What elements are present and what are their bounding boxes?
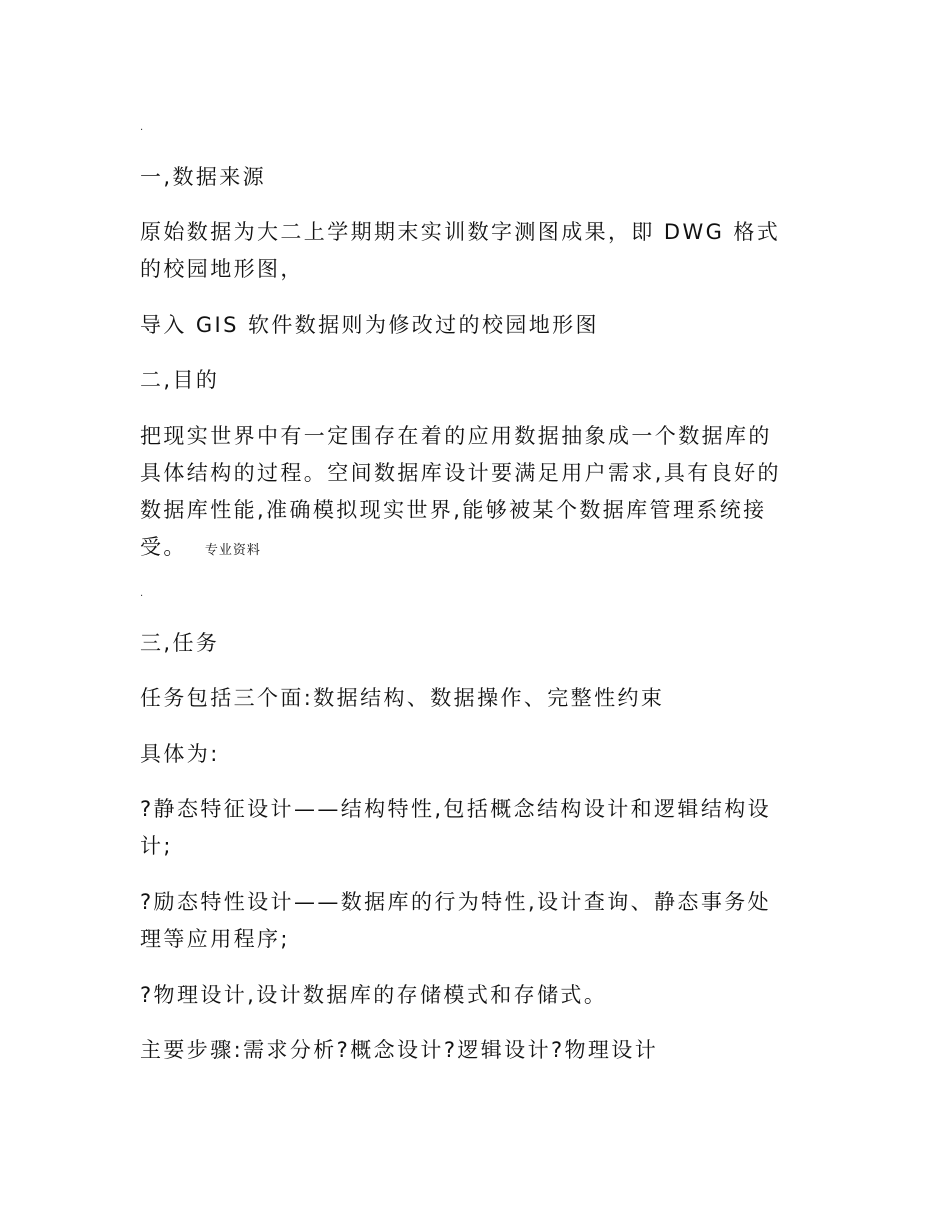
list-item-line: 计; <box>140 834 173 858</box>
list-item-line: ?励态特性设计——数据库的行为特性,设计查询、静态事务处 <box>140 890 772 914</box>
paragraph-line: 导入 GIS 软件数据则为修改过的校园地形图 <box>140 313 599 337</box>
paragraph-line: 任务包括三个面:数据结构、数据操作、完整性约束 <box>140 686 665 710</box>
list-item-line: 理等应用程序; <box>140 927 290 951</box>
paragraph-line: 的校园地形图， <box>140 257 304 281</box>
watermark-text: 专业资料 <box>204 543 261 558</box>
section-heading-data-source: 一,数据来源 <box>140 165 267 189</box>
paragraph-line: 具体结构的过程。空间数据库设计要满足用户需求,具有良好的 <box>140 461 781 485</box>
paragraph-line: 数据库性能,准确模拟现实世界,能够被某个数据库管理系统接 <box>140 498 767 522</box>
list-item-line: ?物理设计,设计数据库的存储模式和存储式。 <box>140 983 608 1007</box>
paragraph-line-with-watermark <box>140 533 820 565</box>
paragraph-line: 把现实世界中有一定围存在着的应用数据抽象成一个数据库的 <box>140 424 772 448</box>
page-marker-dot-top: . <box>140 122 144 133</box>
section-heading-purpose: 二,目的 <box>140 368 220 392</box>
list-item-line: ?静态特征设计——结构特性,包括概念结构设计和逻辑结构设 <box>140 797 772 821</box>
paragraph-line: 原始数据为大二上学期期末实训数字测图成果，即 DWG 格式 <box>140 220 781 244</box>
paragraph-line: 具体为: <box>140 742 220 766</box>
page-marker-dot-mid: . <box>140 588 144 599</box>
paragraph-line: 主要步骤:需求分析?概念设计?逻辑设计?物理设计 <box>140 1038 659 1062</box>
section-heading-tasks: 三,任务 <box>140 631 220 655</box>
paragraph-text: 受。 <box>140 535 187 559</box>
